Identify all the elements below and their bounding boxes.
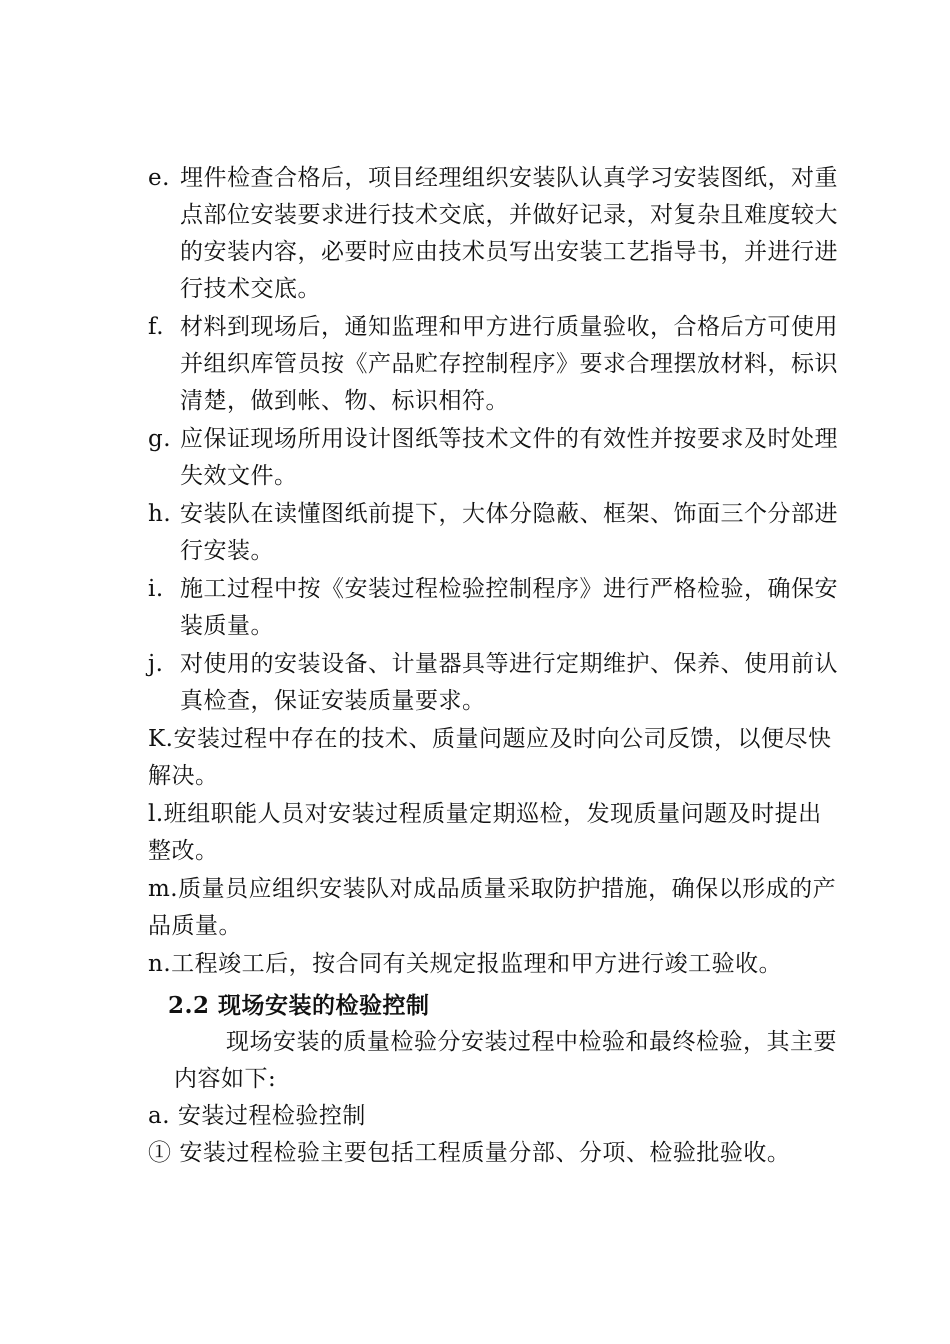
list-item-i — [148, 571, 838, 645]
list-item-m — [148, 871, 838, 945]
list-item-h — [148, 496, 838, 570]
list-item-e — [148, 160, 838, 308]
section-intro: 现场安装的质量检验分安装过程中检验和最终检验，其主要内容如下: — [174, 1029, 837, 1092]
list-item-f — [148, 309, 838, 420]
list-item-n — [148, 946, 838, 983]
list-text: 质量员应组织安装队对成品质量采取防护措施，确保以形成的产品质量。 — [148, 876, 837, 939]
list-marker: n. — [148, 951, 172, 977]
list-item-l — [148, 796, 838, 870]
list-marker: f. — [148, 314, 165, 340]
list-text: 安装过程中存在的技术、质量问题应及时向公司反馈，以便尽快解决。 — [148, 726, 832, 789]
list-item-k — [148, 721, 838, 795]
list-item-g — [148, 421, 838, 495]
list-marker: e. — [148, 165, 170, 191]
list-marker: j. — [148, 651, 164, 677]
document-body — [148, 160, 838, 1172]
list-text: 班组职能人员对安装过程质量定期巡检，发现质量问题及时提出整改。 — [148, 801, 822, 864]
sub-marker: a. — [148, 1103, 171, 1129]
list-text: 安装队在读懂图纸前提下，大体分隐蔽、框架、饰面三个分部进行安装。 — [180, 501, 838, 564]
list-marker: g. — [148, 426, 172, 452]
list-marker: K. — [148, 726, 174, 752]
section-heading: 2.2 现场安装的检验控制 — [168, 992, 430, 1019]
list-text: 材料到现场后，通知监理和甲方进行质量验收，合格后方可使用并组织库管员按《产品贮存控制程序》要求合理摆放材料，标识清楚，做到帐、物、标识相符。 — [180, 314, 838, 414]
list-text: 对使用的安装设备、计量器具等进行定期维护、保养、使用前认真检查，保证安装质量要求。 — [180, 651, 838, 714]
list-marker: m. — [148, 876, 179, 902]
list-marker: h. — [148, 501, 172, 527]
list-marker: i. — [148, 576, 164, 602]
list-marker: l. — [148, 801, 164, 827]
point-item-1 — [148, 1135, 838, 1172]
list-text: 施工过程中按《安装过程检验控制程序》进行严格检验，确保安装质量。 — [180, 576, 838, 639]
list-item-j — [148, 646, 838, 720]
list-text: 埋件检查合格后，项目经理组织安装队认真学习安装图纸，对重点部位安装要求进行技术交底，并做好记录，对复杂且难度较大的安装内容，必要时应由技术员写出安装工艺指导书，并进行进行技术交底。 — [180, 165, 838, 302]
sub-text: 安装过程检验控制 — [177, 1103, 366, 1129]
point-text: 安装过程检验主要包括工程质量分部、分项、检验批验收。 — [179, 1140, 791, 1166]
point-marker: ① — [148, 1140, 172, 1166]
sub-item-a — [148, 1098, 838, 1135]
list-text: 工程竣工后，按合同有关规定报监理和甲方进行竣工验收。 — [171, 951, 783, 977]
list-text: 应保证现场所用设计图纸等技术文件的有效性并按要求及时处理失效文件。 — [180, 426, 838, 489]
